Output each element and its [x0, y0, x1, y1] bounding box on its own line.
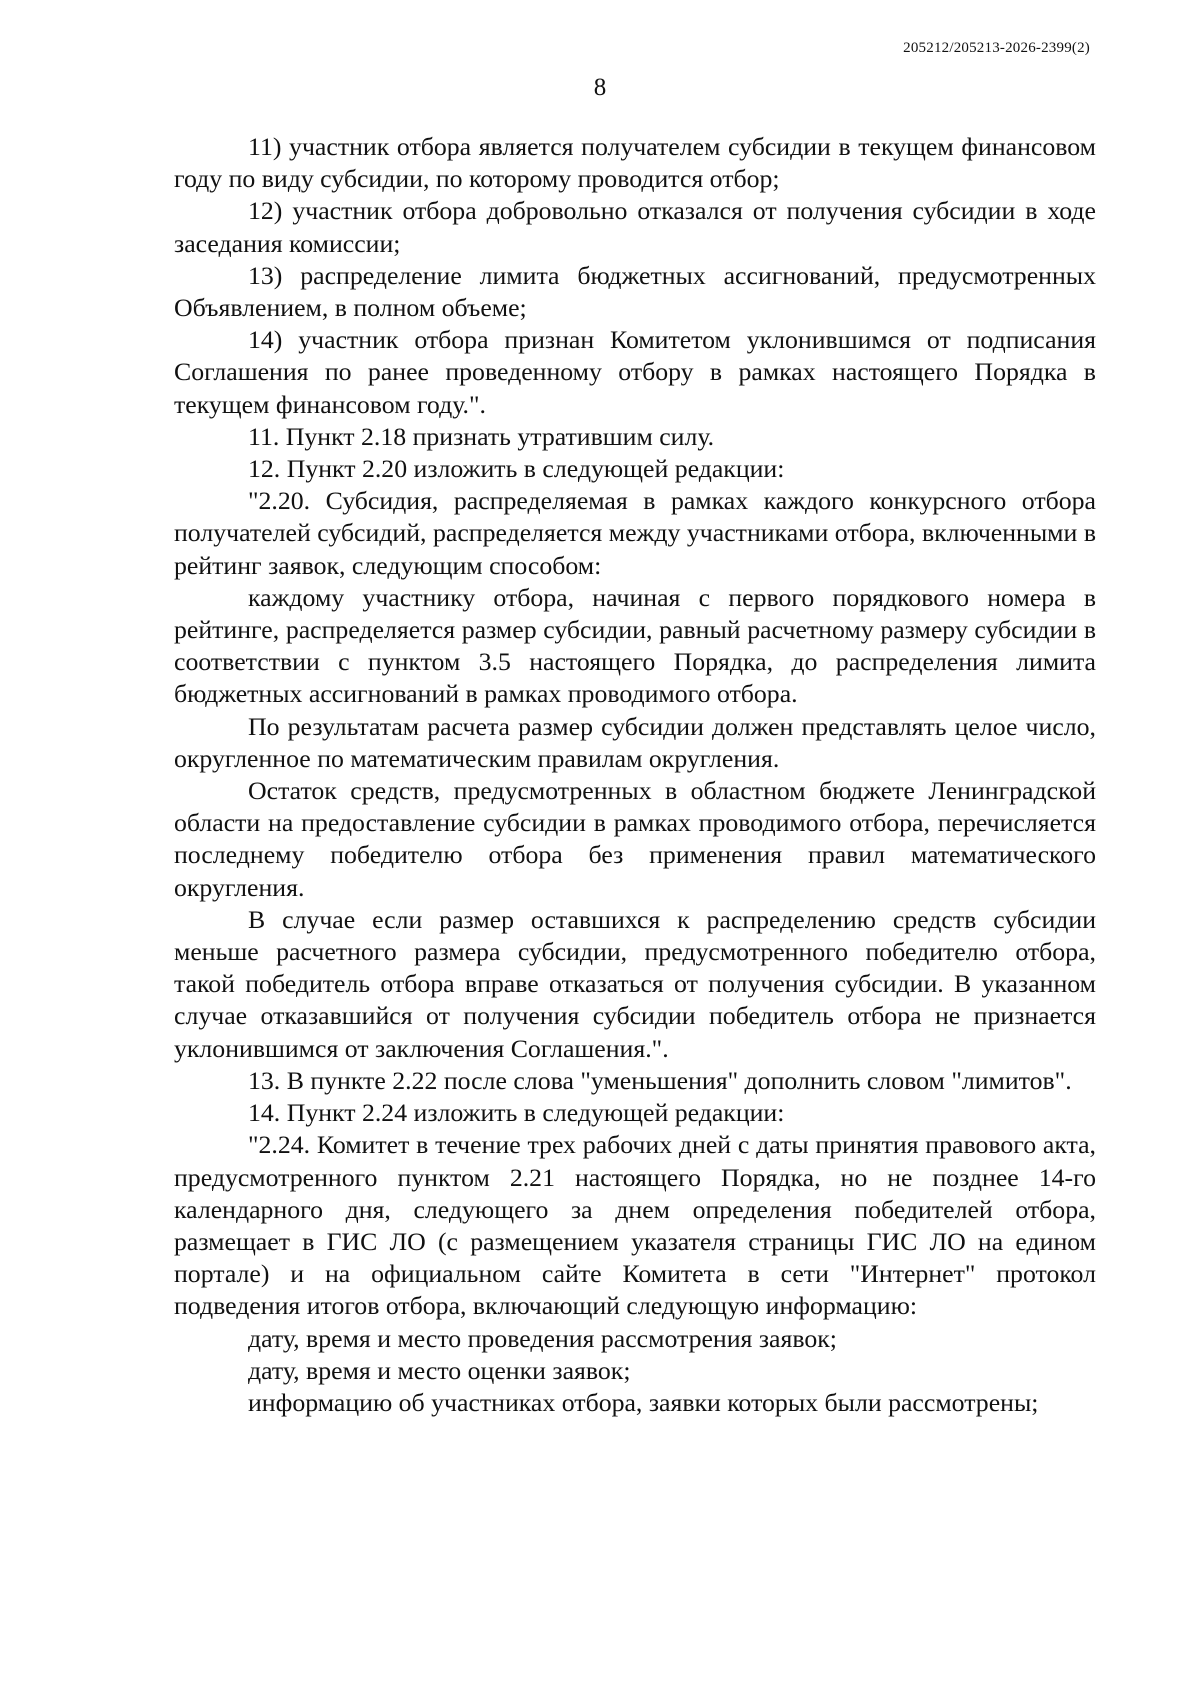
paragraph: дату, время и место оценки заявок; [248, 1355, 631, 1385]
paragraph: информацию об участниках отбора, заявки которых были рассмотрены; [248, 1387, 1039, 1417]
paragraph: каждому участнику отбора, начиная с первого порядкового номера в рейтинге, распределяется размер субсидии, равный расчетному размеру субсидии в соответствии с пунктом 3.5 настоящего Порядка, до распределения лимита бюджетных ассигнований в рамках проводимого отбора. [174, 582, 1096, 709]
paragraph: 12) участник отбора добровольно отказался от получения субсидии в ходе заседания комиссии; [174, 196, 1096, 258]
paragraph: "2.20. Субсидия, распределяемая в рамках каждого конкурсного отбора получателей субсидий, распределяется между участниками отбора, включенными в рейтинг заявок, следующим способом: [174, 486, 1096, 580]
paragraph: "2.24. Комитет в течение трех рабочих дней с даты принятия правового акта, предусмотренного пунктом 2.21 настоящего Порядка, но не позднее 14-го календарного дня, следующего за днем определения победителей отбора, размещает в ГИС ЛО (с размещением указателя страницы ГИС ЛО на едином портале) и на официальном сайте Комитета в сети "Интернет" протокол подведения итогов отбора, включающий следующую информацию: [174, 1130, 1096, 1321]
paragraph: По результатам расчета размер субсидии должен представлять целое число, округленное по математическим правилам округления. [174, 711, 1096, 773]
page-number: 8 [593, 74, 607, 101]
paragraph: дату, время и место проведения рассмотрения заявок; [248, 1323, 837, 1353]
document-body [174, 131, 1096, 1419]
paragraph: 14. Пункт 2.24 изложить в следующей редакции: [248, 1098, 785, 1128]
paragraph: В случае если размер оставшихся к распределению средств субсидии меньше расчетного размера субсидии, предусмотренного победителю отбора, такой победитель отбора вправе отказаться от получения субсидии. В указанном случае отказавшийся от получения субсидии победитель отбора не признается уклонившимся от заключения Соглашения.". [174, 904, 1096, 1063]
paragraph: Остаток средств, предусмотренных в областном бюджете Ленинградской области на предоставление субсидии в рамках проводимого отбора, перечисляется последнему победителю отбора без применения правил математического округления. [174, 776, 1096, 902]
paragraph: 11. Пункт 2.18 признать утратившим силу. [248, 421, 715, 451]
paragraph: 12. Пункт 2.20 изложить в следующей редакции: [248, 454, 785, 484]
paragraph: 11) участник отбора является получателем субсидии в текущем финансовом году по виду субсидии, по которому проводится отбор; [174, 132, 1096, 194]
paragraph: 14) участник отбора признан Комитетом уклонившимся от подписания Соглашения по ранее проведенному отбору в рамках настоящего Порядка в текущем финансовом году.". [174, 325, 1096, 419]
paragraph: 13) распределение лимита бюджетных ассигнований, предусмотренных Объявлением, в полном объеме; [174, 260, 1096, 323]
document-registration-number: 205212/205213-2026-2399(2) [903, 40, 1090, 56]
paragraph: 13. В пункте 2.22 после слова "уменьшения" дополнить словом "лимитов". [248, 1065, 1072, 1095]
